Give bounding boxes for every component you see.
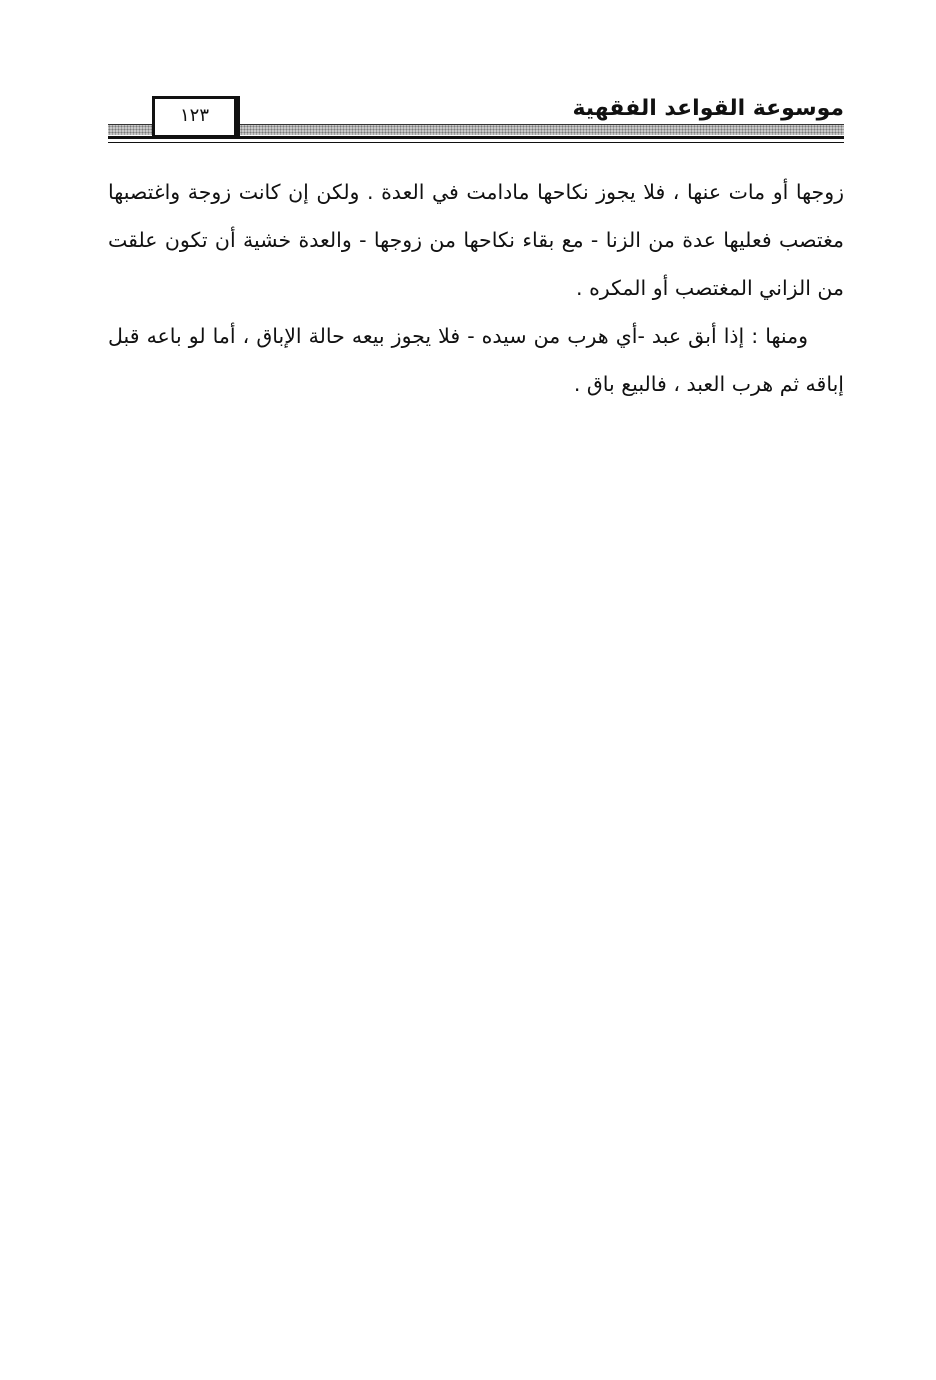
page-number-box: [152, 96, 240, 138]
page-number: ١٢٣: [179, 105, 209, 126]
paragraph-2: ومنها : إذا أبق عبد -أي هرب من سيده - فلا يجوز بيعه حالة الإباق ، أما لو باعه قبل إباقه ثم هرب العبد ، فالبيع باق .: [108, 324, 844, 396]
header-thin-rule: [108, 142, 844, 143]
running-header: [108, 96, 844, 152]
book-title: موسوعة القواعد الفقهية: [572, 96, 844, 121]
paragraph-1: زوجها أو مات عنها ، فلا يجوز نكاحها مادامت في العدة . ولكن إن كانت زوجة واغتصبها مغتصب فعليها عدة من الزنا - مع بقاء نكاحها من زوجها - والعدة خشية أن تكون علقت من الزاني المغتصب أو المكره .: [108, 180, 844, 300]
page-body: [108, 168, 844, 408]
